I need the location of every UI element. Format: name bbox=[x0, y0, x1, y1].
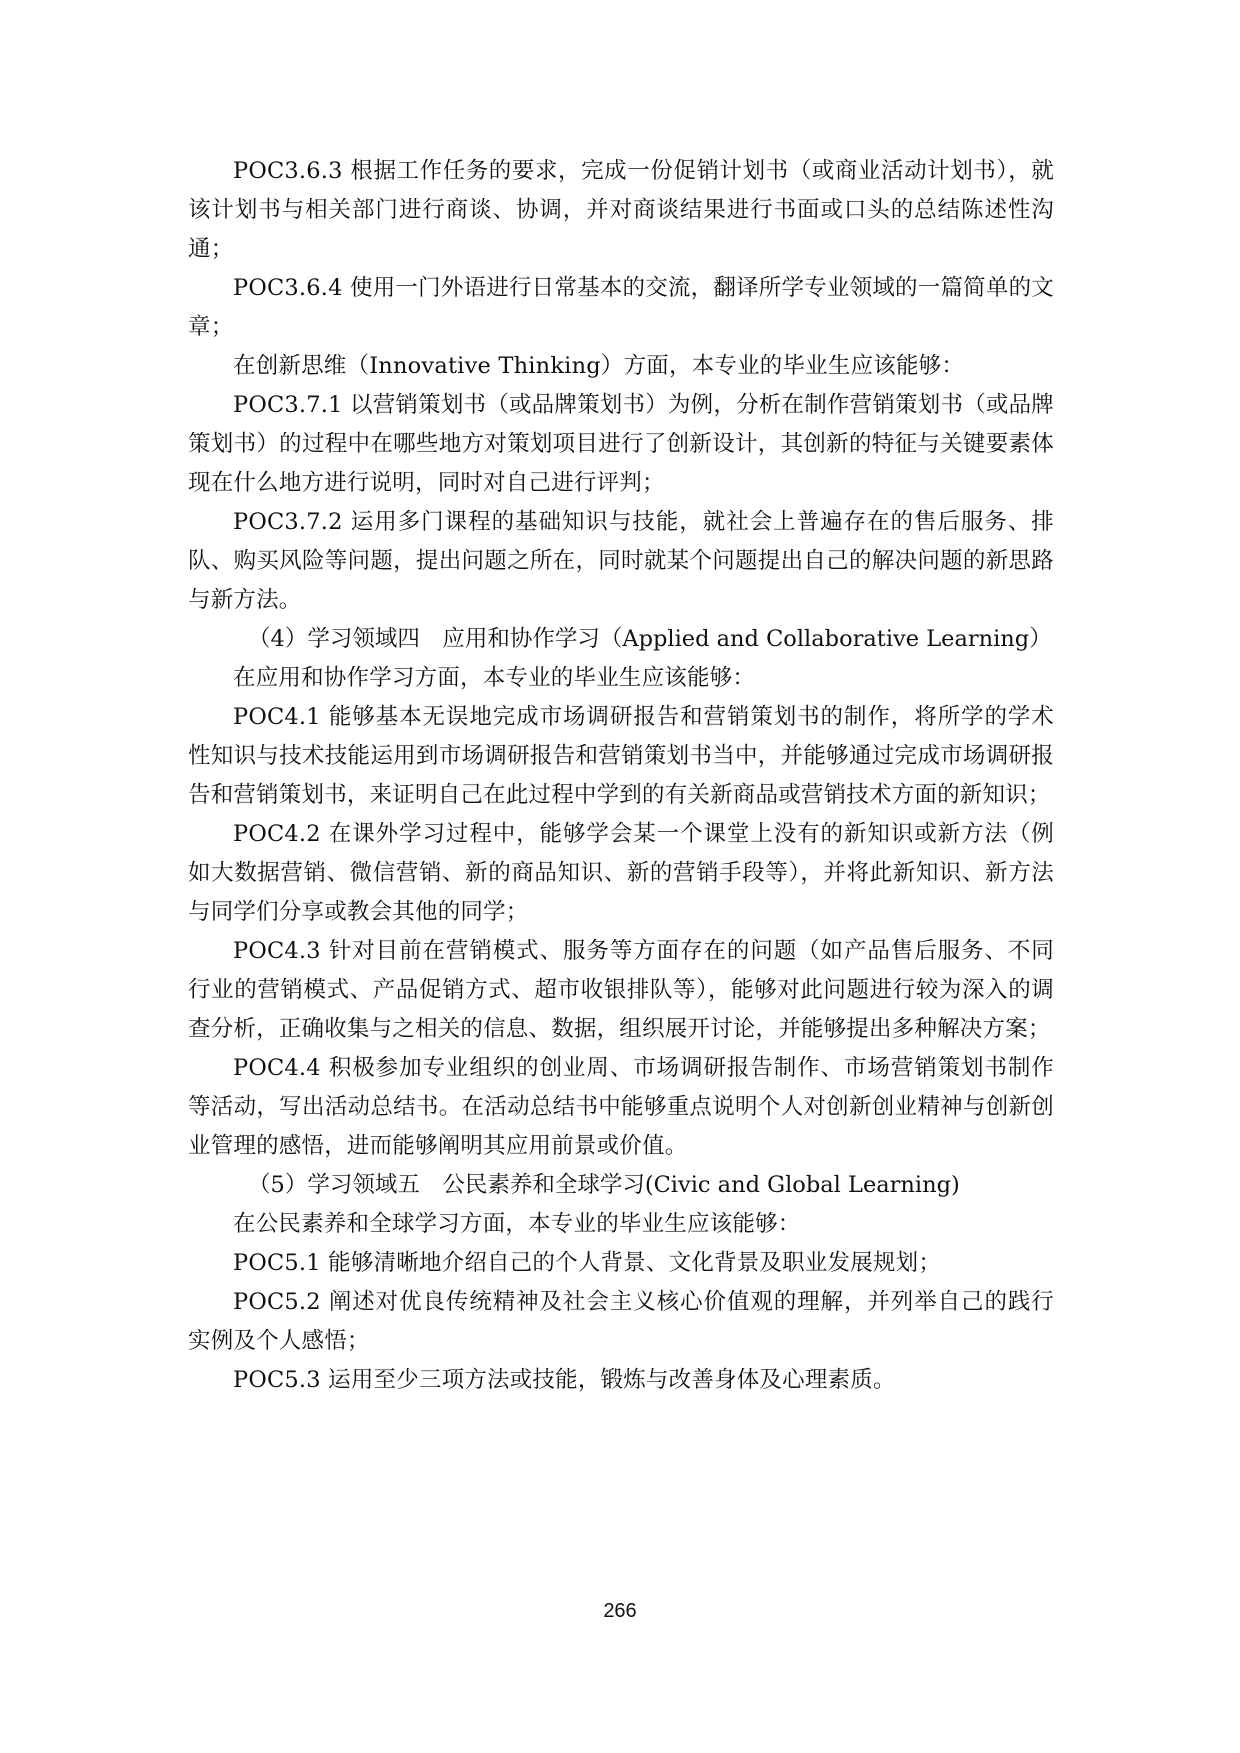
paragraph-poc4-3: POC4.3 针对目前在营销模式、服务等方面存在的问题（如产品售后服务、不同行业的营销模式、产品促销方式、超市收银排队等），能够对此问题进行较为深入的调查分析，正确收集与之相关的信息、数据，组织展开讨论，并能够提出多种解决方案； bbox=[188, 938, 1054, 1042]
section-heading-learning-area-4: （4）学习领域四 应用和协作学习（Applied and Collaborative Learning） bbox=[248, 626, 1052, 652]
paragraph-innovative-thinking-intro: 在创新思维（Innovative Thinking）方面，本专业的毕业生应该能够： bbox=[233, 353, 965, 379]
paragraph-poc5-1: POC5.1 能够清晰地介绍自己的个人背景、文化背景及职业发展规划； bbox=[233, 1250, 942, 1276]
paragraph-poc4-2: POC4.2 在课外学习过程中，能够学会某一个课堂上没有的新知识或新方法（例如大数据营销、微信营销、新的商品知识、新的营销手段等），并将此新知识、新方法与同学们分享或教会其他的同学； bbox=[188, 821, 1054, 925]
page-number: 266 bbox=[603, 1600, 637, 1622]
section-heading-learning-area-5: （5）学习领域五 公民素养和全球学习(Civic and Global Learning) bbox=[248, 1172, 960, 1198]
paragraph-poc3-6-4: POC3.6.4 使用一门外语进行日常基本的交流，翻译所学专业领域的一篇简单的文章； bbox=[188, 275, 1054, 340]
paragraph-poc3-7-2: POC3.7.2 运用多门课程的基础知识与技能，就社会上普遍存在的售后服务、排队、购买风险等问题，提出问题之所在，同时就某个问题提出自己的解决问题的新思路与新方法。 bbox=[188, 509, 1054, 613]
paragraph-civic-learning-intro: 在公民素养和全球学习方面，本专业的毕业生应该能够： bbox=[233, 1211, 801, 1237]
paragraph-poc3-6-3: POC3.6.3 根据工作任务的要求，完成一份促销计划书（或商业活动计划书），就该计划书与相关部门进行商谈、协调，并对商谈结果进行书面或口头的总结陈述性沟通； bbox=[188, 158, 1054, 262]
paragraph-poc5-3: POC5.3 运用至少三项方法或技能，锻炼与改善身体及心理素质。 bbox=[233, 1367, 896, 1393]
paragraph-poc5-2: POC5.2 阐述对优良传统精神及社会主义核心价值观的理解，并列举自己的践行实例及个人感悟； bbox=[188, 1289, 1054, 1354]
paragraph-poc3-7-1: POC3.7.1 以营销策划书（或品牌策划书）为例，分析在制作营销策划书（或品牌策划书）的过程中在哪些地方对策划项目进行了创新设计，其创新的特征与关键要素体现在什么地方进行说明，同时对自己进行评判； bbox=[188, 392, 1054, 496]
document-body bbox=[188, 152, 1054, 1400]
paragraph-poc4-4: POC4.4 积极参加专业组织的创业周、市场调研报告制作、市场营销策划书制作等活动，写出活动总结书。在活动总结书中能够重点说明个人对创新创业精神与创新创业管理的感悟，进而能够阐明其应用前景或价值。 bbox=[188, 1055, 1054, 1159]
paragraph-applied-learning-intro: 在应用和协作学习方面，本专业的毕业生应该能够： bbox=[233, 665, 756, 691]
paragraph-poc4-1: POC4.1 能够基本无误地完成市场调研报告和营销策划书的制作，将所学的学术性知识与技术技能运用到市场调研报告和营销策划书当中，并能够通过完成市场调研报告和营销策划书，来证明自己在此过程中学到的有关新商品或营销技术方面的新知识； bbox=[188, 704, 1054, 808]
